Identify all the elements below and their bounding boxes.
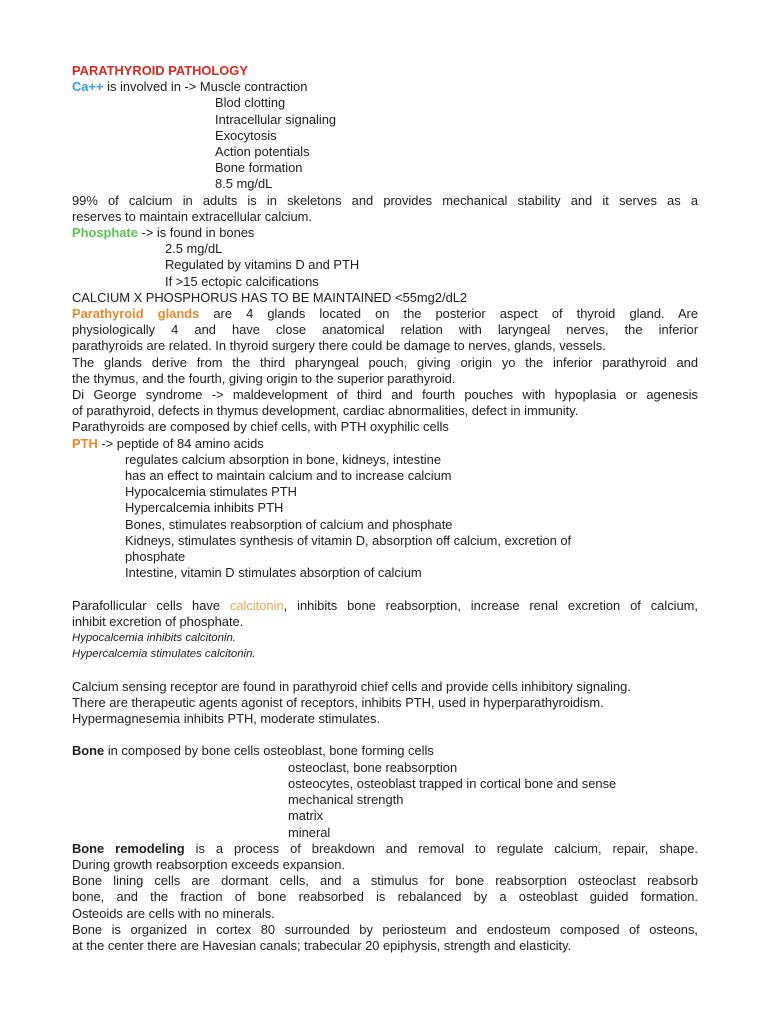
text-line bbox=[72, 889, 698, 905]
text-line bbox=[215, 95, 698, 111]
note-line bbox=[72, 646, 698, 662]
text-line bbox=[72, 79, 698, 95]
text-line bbox=[72, 857, 698, 873]
text-run: osteoclast, bone reabsorption bbox=[288, 759, 458, 775]
glands-derive-paragraph bbox=[72, 355, 698, 387]
text-run: matrix bbox=[288, 808, 324, 824]
text-line bbox=[215, 144, 698, 160]
green-text-run: Phosphate bbox=[72, 225, 138, 241]
text-line bbox=[72, 371, 698, 387]
text-line bbox=[215, 112, 698, 128]
text-run: Regulated by vitamins D and PTH bbox=[165, 257, 360, 273]
text-run: are 4 glands located on the posterior aspect of thyroid gland. Are bbox=[199, 306, 698, 322]
spacer bbox=[72, 582, 698, 598]
text-run: reserves to maintain extracellular calcium. bbox=[72, 208, 312, 224]
text-line bbox=[72, 290, 698, 306]
text-line bbox=[215, 128, 698, 144]
text-line bbox=[125, 484, 698, 500]
text-line bbox=[72, 209, 698, 225]
text-run: Hypocalcemia stimulates PTH bbox=[125, 484, 297, 500]
text-run: inhibit excretion of phosphate. bbox=[72, 613, 244, 629]
text-run: Osteoids are cells with no minerals. bbox=[72, 905, 275, 921]
text-line bbox=[72, 695, 698, 711]
text-run: Exocytosis bbox=[215, 127, 277, 143]
text-run: is a process of breakdown and removal to regulate calcium, repair, shape. bbox=[184, 840, 698, 856]
text-line bbox=[72, 873, 698, 889]
text-run: Bone bbox=[72, 743, 105, 759]
text-run: CALCIUM X PHOSPHORUS HAS TO BE MAINTAINED <55mg2/dL2 bbox=[72, 289, 468, 305]
bone-block bbox=[72, 743, 698, 840]
note-line bbox=[72, 630, 698, 646]
text-line bbox=[215, 176, 698, 192]
text-run: If >15 ectopic calcifications bbox=[165, 273, 319, 289]
text-line bbox=[165, 274, 698, 290]
text-run: bone, and the fraction of bone reabsorbed is rebalanced by a osteoblast guided formation. bbox=[72, 889, 698, 905]
text-line bbox=[72, 906, 698, 922]
calcium-phosphorus-rule bbox=[72, 290, 698, 306]
text-line bbox=[125, 468, 698, 484]
text-line bbox=[288, 825, 698, 841]
text-run: regulates calcium absorption in bone, kidneys, intestine bbox=[125, 451, 442, 467]
text-line bbox=[72, 711, 698, 727]
text-run: -> peptide of 84 amino acids bbox=[97, 435, 264, 451]
text-run: mineral bbox=[288, 824, 331, 840]
text-run: During growth reabsorption exceeds expansion. bbox=[72, 856, 346, 872]
document-content bbox=[72, 63, 698, 954]
text-run: in composed by bone cells osteoblast, bone forming cells bbox=[104, 743, 434, 759]
text-line bbox=[215, 160, 698, 176]
text-line bbox=[165, 257, 698, 273]
blank-line bbox=[72, 582, 698, 598]
text-run: physiologically 4 and have close anatomical relation with laryngeal nerves, the inferior bbox=[72, 322, 698, 338]
text-run: 8.5 mg/dL bbox=[215, 176, 273, 192]
text-line bbox=[72, 403, 698, 419]
text-line bbox=[72, 436, 698, 452]
text-line bbox=[72, 306, 698, 322]
text-line bbox=[288, 760, 698, 776]
phosphate-block bbox=[72, 225, 698, 290]
text-line bbox=[72, 614, 698, 630]
text-run: The glands derive from the third pharyngeal pouch, giving origin yo the inferior parathyroid and bbox=[72, 354, 698, 370]
text-line bbox=[72, 387, 698, 403]
text-run: Bones, stimulates reabsorption of calcium and phosphate bbox=[125, 516, 453, 532]
di-george-paragraph bbox=[72, 387, 698, 419]
text-line bbox=[72, 322, 698, 338]
title-heading bbox=[72, 63, 698, 79]
text-line bbox=[165, 241, 698, 257]
blank-line bbox=[72, 727, 698, 743]
text-line bbox=[72, 922, 698, 938]
text-run: Bone lining cells are dormant cells, and a stimulus for bone reabsorption osteoclast reabsorb bbox=[72, 873, 698, 889]
text-run: -> is found in bones bbox=[137, 225, 255, 241]
text-line bbox=[125, 452, 698, 468]
bone-lining-paragraph bbox=[72, 873, 698, 922]
text-run: Parathyroids are composed by chief cells, with PTH oxyphilic cells bbox=[72, 419, 449, 435]
text-run: Hypercalcemia stimulates calcitonin. bbox=[72, 648, 256, 661]
orange-text-run: PTH bbox=[72, 435, 98, 451]
spacer bbox=[72, 727, 698, 743]
text-run: Hypocalcemia inhibits calcitonin. bbox=[72, 632, 236, 645]
text-run: Intracellular signaling bbox=[215, 111, 337, 127]
parafollicular-paragraph bbox=[72, 598, 698, 630]
text-run: Bone formation bbox=[215, 160, 303, 176]
text-run: has an effect to maintain calcium and to increase calcium bbox=[125, 468, 452, 484]
text-line bbox=[72, 338, 698, 354]
text-run: at the center there are Havesian canals; trabecular 20 epiphysis, strength and elasticity. bbox=[72, 937, 572, 953]
text-line bbox=[72, 193, 698, 209]
text-run: of parathyroid, defects in thymus development, cardiac abnormalities, defect in immunity. bbox=[72, 403, 579, 419]
text-line bbox=[72, 679, 698, 695]
text-line bbox=[72, 938, 698, 954]
page-title bbox=[72, 63, 698, 79]
text-line bbox=[288, 792, 698, 808]
text-line bbox=[288, 808, 698, 824]
text-run: Bone is organized in cortex 80 surrounded by periosteum and endosteum composed of osteons, bbox=[72, 921, 698, 937]
text-run: the thymus, and the fourth, giving origin to the superior parathyroid. bbox=[72, 370, 456, 386]
text-line bbox=[288, 776, 698, 792]
calcitonin-notes bbox=[72, 630, 698, 662]
text-line bbox=[72, 743, 698, 759]
text-line bbox=[72, 225, 698, 241]
text-run: phosphate bbox=[125, 549, 186, 565]
text-line bbox=[125, 565, 698, 581]
text-line bbox=[125, 517, 698, 533]
chief-cells-line bbox=[72, 419, 698, 435]
text-run: Kidneys, stimulates synthesis of vitamin D, absorption off calcium, excretion of bbox=[125, 532, 572, 548]
text-run: Hypermagnesemia inhibits PTH, moderate stimulates. bbox=[72, 711, 381, 727]
text-line bbox=[72, 419, 698, 435]
calcium-block bbox=[72, 79, 698, 192]
text-run: is involved in -> Muscle contraction bbox=[103, 79, 308, 95]
orange-light-text-run: calcitonin bbox=[229, 597, 284, 613]
text-run: mechanical strength bbox=[288, 792, 404, 808]
blank-line bbox=[72, 663, 698, 679]
text-line bbox=[72, 841, 698, 857]
text-run: 99% of calcium in adults is in skeletons and provides mechanical stability and it serves as a bbox=[72, 192, 698, 208]
text-run: Hypercalcemia inhibits PTH bbox=[125, 500, 284, 516]
text-run: There are therapeutic agents agonist of receptors, inhibits PTH, used in hyperparathyroidism. bbox=[72, 694, 604, 710]
text-run: Intestine, vitamin D stimulates absorption of calcium bbox=[125, 565, 422, 581]
text-line bbox=[125, 549, 698, 565]
text-line bbox=[72, 598, 698, 614]
text-run: osteocytes, osteoblast trapped in cortical bone and sense bbox=[288, 775, 617, 791]
spacer bbox=[72, 663, 698, 679]
text-run: , inhibits bone reabsorption, increase renal excretion of calcium, bbox=[283, 597, 699, 613]
text-run: Di George syndrome -> maldevelopment of third and fourth pouches with hypoplasia or agenesis bbox=[72, 387, 698, 403]
bone-structure-paragraph bbox=[72, 922, 698, 954]
text-run: Parafollicular cells have bbox=[72, 597, 230, 613]
text-run: Action potentials bbox=[215, 144, 310, 160]
red-text-run: PARATHYROID PATHOLOGY bbox=[72, 63, 248, 78]
bone-remodeling-paragraph bbox=[72, 841, 698, 873]
text-line bbox=[72, 355, 698, 371]
text-run: Bone remodeling bbox=[72, 840, 185, 856]
text-line bbox=[125, 500, 698, 516]
calcium-paragraph bbox=[72, 193, 698, 225]
text-run: Calcium sensing receptor are found in parathyroid chief cells and provide cells inhibitory signaling. bbox=[72, 678, 631, 694]
text-run: 2.5 mg/dL bbox=[165, 241, 223, 257]
text-run: Blod clotting bbox=[215, 95, 286, 111]
orange-text-run: Parathyroid glands bbox=[72, 306, 200, 322]
parathyroid-glands-paragraph bbox=[72, 306, 698, 355]
text-run: parathyroids are related. In thyroid surgery there could be damage to nerves, glands, vessels. bbox=[72, 338, 606, 354]
pth-block bbox=[72, 436, 698, 582]
calcium-sensing-paragraph bbox=[72, 679, 698, 728]
blue-text-run: Ca++ bbox=[72, 79, 104, 95]
text-line bbox=[125, 533, 698, 549]
